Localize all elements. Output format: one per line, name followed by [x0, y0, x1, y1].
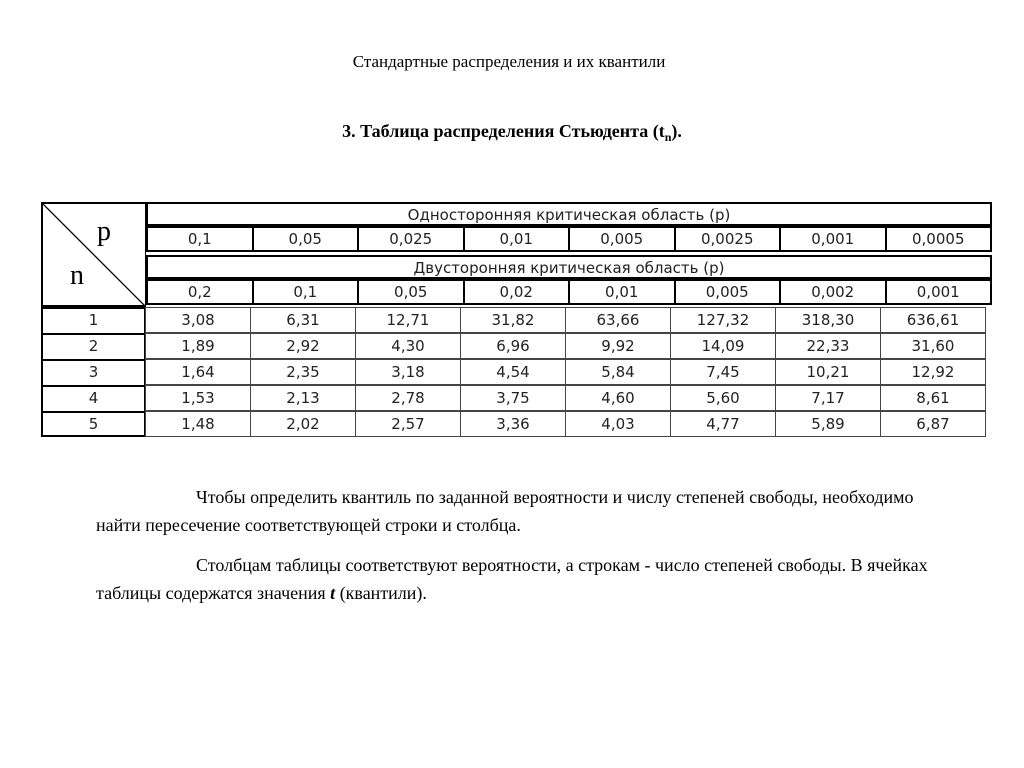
one-sided-p-cell: 0,05 — [252, 226, 360, 252]
quantile-cell: 1,89 — [145, 333, 251, 359]
quantile-cell: 636,61 — [880, 307, 986, 333]
one-sided-p-cell: 0,01 — [463, 226, 571, 252]
quantile-cell: 5,60 — [670, 385, 776, 411]
corner-n-label: n — [70, 260, 84, 291]
one-sided-p-cell: 0,0005 — [885, 226, 993, 252]
quantile-cell: 1,53 — [145, 385, 251, 411]
quantile-cell: 4,77 — [670, 411, 776, 437]
quantile-cell: 127,32 — [670, 307, 776, 333]
quantile-cell: 9,92 — [565, 333, 671, 359]
quantile-cell: 6,96 — [460, 333, 566, 359]
table-title-subscript: n — [664, 130, 672, 144]
quantile-cell: 31,82 — [460, 307, 566, 333]
quantile-cell: 1,48 — [145, 411, 251, 437]
one-sided-p-cell: 0,005 — [568, 226, 676, 252]
row-n-cell: 2 — [41, 333, 146, 359]
quantile-cell: 10,21 — [775, 359, 881, 385]
quantile-cell: 1,64 — [145, 359, 251, 385]
quantile-cell: 2,02 — [250, 411, 356, 437]
one-sided-p-cell: 0,001 — [779, 226, 887, 252]
quantile-cell: 318,30 — [775, 307, 881, 333]
paragraph-2 — [96, 551, 932, 607]
quantile-cell: 4,30 — [355, 333, 461, 359]
two-sided-p-cell: 0,002 — [779, 279, 887, 305]
quantile-cell: 2,57 — [355, 411, 461, 437]
paragraph-2-text: Столбцам таблицы соответствуют вероятности, а строкам - число степеней свободы. В ячейках таблицы содержатся значения — [96, 555, 928, 603]
paragraph-1-text: Чтобы определить квантиль по заданной вероятности и числу степеней свободы, необходимо найти пересечение соответствующей строки и столбца. — [96, 487, 914, 535]
table-row — [41, 359, 986, 385]
row-n-cell: 1 — [41, 307, 146, 333]
quantile-cell: 3,18 — [355, 359, 461, 385]
two-sided-label: Двусторонняя критическая область (p) — [146, 255, 992, 279]
quantile-cell: 22,33 — [775, 333, 881, 359]
two-sided-p-cell: 0,005 — [674, 279, 782, 305]
two-sided-p-cell: 0,05 — [357, 279, 465, 305]
quantile-cell: 5,89 — [775, 411, 881, 437]
quantile-cell: 14,09 — [670, 333, 776, 359]
quantile-cell: 6,31 — [250, 307, 356, 333]
quantile-cell: 2,78 — [355, 385, 461, 411]
quantile-cell: 4,54 — [460, 359, 566, 385]
quantile-cell: 2,13 — [250, 385, 356, 411]
quantile-cell: 7,45 — [670, 359, 776, 385]
quantile-cell: 4,60 — [565, 385, 671, 411]
two-sided-p-cell: 0,02 — [463, 279, 571, 305]
one-sided-p-cell: 0,025 — [357, 226, 465, 252]
table-row — [41, 333, 986, 359]
quantile-cell: 2,35 — [250, 359, 356, 385]
row-n-cell: 3 — [41, 359, 146, 385]
table-row — [41, 385, 986, 411]
one-sided-p-cell: 0,1 — [146, 226, 254, 252]
quantile-cell: 63,66 — [565, 307, 671, 333]
quantile-cell: 12,92 — [880, 359, 986, 385]
quantile-cell: 31,60 — [880, 333, 986, 359]
table-row — [41, 307, 986, 333]
quantile-cell: 3,75 — [460, 385, 566, 411]
page-heading: Стандартные распределения и их квантили — [352, 52, 666, 71]
paragraph-1 — [96, 483, 932, 539]
row-n-cell: 5 — [41, 411, 146, 437]
two-sided-p-cell: 0,2 — [146, 279, 254, 305]
table-corner-cell — [41, 202, 146, 307]
corner-p-label: p — [97, 216, 111, 247]
one-sided-p-cell: 0,0025 — [674, 226, 782, 252]
quantile-cell: 4,03 — [565, 411, 671, 437]
one-sided-p-row — [146, 226, 992, 252]
one-sided-header — [146, 202, 992, 252]
quantile-cell: 12,71 — [355, 307, 461, 333]
two-sided-p-cell: 0,1 — [252, 279, 360, 305]
table-title — [0, 121, 1024, 145]
two-sided-p-cell: 0,01 — [568, 279, 676, 305]
two-sided-p-cell: 0,001 — [885, 279, 993, 305]
quantile-cell: 6,87 — [880, 411, 986, 437]
two-sided-p-row — [146, 279, 992, 305]
table-title-prefix: 3. Таблица распределения Стьюдента (t — [342, 121, 665, 141]
quantile-cell: 8,61 — [880, 385, 986, 411]
quantile-cell: 3,36 — [460, 411, 566, 437]
table-row — [41, 411, 986, 437]
table-body — [41, 307, 986, 437]
paragraph-2-tail: (квантили). — [339, 583, 427, 603]
quantile-cell: 7,17 — [775, 385, 881, 411]
quantile-cell: 2,92 — [250, 333, 356, 359]
corner-diagonal — [43, 204, 146, 307]
table-title-suffix: ). — [671, 121, 682, 141]
two-sided-header — [146, 255, 992, 305]
quantile-cell: 3,08 — [145, 307, 251, 333]
row-n-cell: 4 — [41, 385, 146, 411]
quantile-cell: 5,84 — [565, 359, 671, 385]
one-sided-label: Односторонняя критическая область (p) — [146, 202, 992, 226]
paragraph-2-emph: t — [330, 583, 336, 603]
